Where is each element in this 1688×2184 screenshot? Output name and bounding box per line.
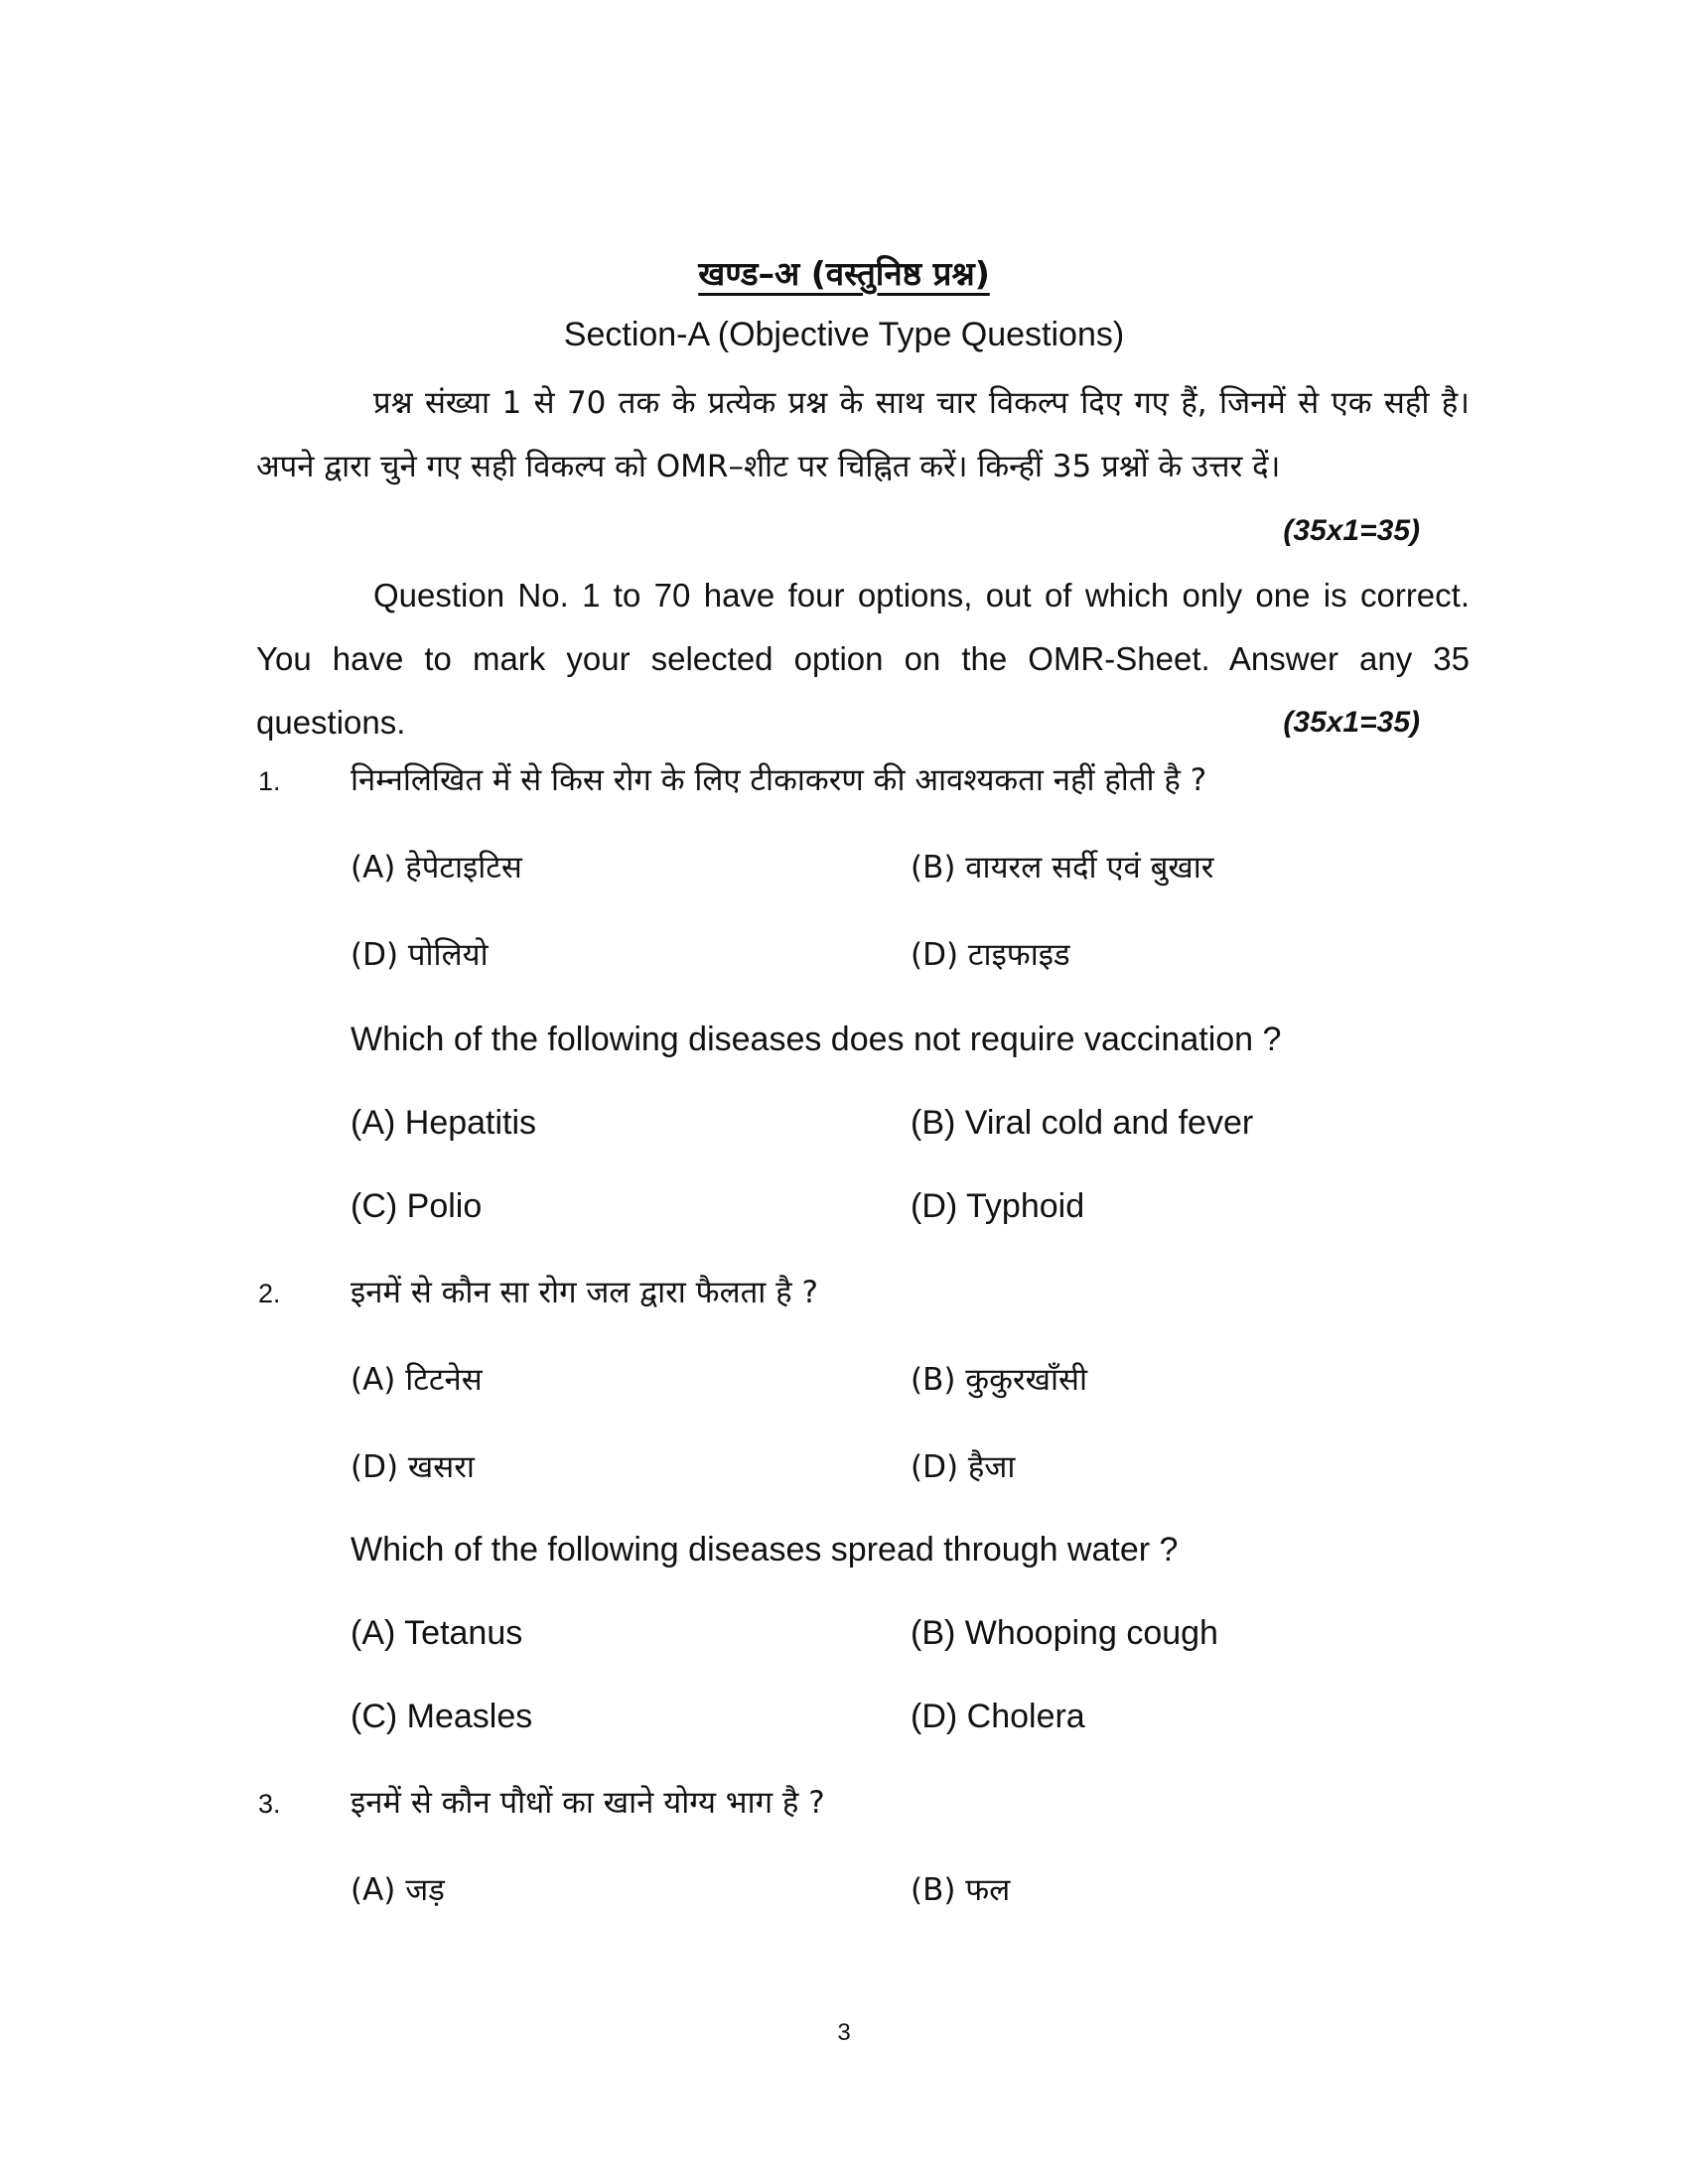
option-hindi: (A) हेपेटाइटिस (351, 850, 522, 886)
question-number: 2. (258, 1279, 281, 1308)
option-hindi: (A) जड़ (351, 1872, 445, 1908)
question-text-english: Which of the following diseases spread through water ? (351, 1531, 1179, 1569)
marks-hindi: (35x1=35) (1283, 514, 1420, 547)
option-hindi: (B) वायरल सर्दी एवं बुखार (911, 850, 1214, 886)
question-text-english: Which of the following diseases does not require vaccination ? (351, 1021, 1282, 1058)
option-hindi: (B) फल (911, 1872, 1011, 1908)
option-english: (D) Typhoid (911, 1187, 1085, 1225)
option-hindi: (D) टाइफाइड (911, 937, 1070, 973)
marks-english: (35x1=35) (1283, 706, 1420, 739)
instructions-hindi: प्रश्न संख्या 1 से 70 तक के प्रत्येक प्रश्न के साथ चार विकल्प दिए गए हैं, जिनमें से एक सही है। अपने द्वारा चुने गए सही विकल्प को OMR–शीट पर चिह्नित करें। किन्हीं 35 प्रश्नों के उत्तर दें। (256, 385, 1470, 484)
section-title-hindi: खण्ड–अ (वस्तुनिष्ठ प्रश्न) (698, 254, 990, 293)
option-hindi: (D) हैजा (911, 1449, 1016, 1485)
question-text-hindi: निम्नलिखित में से किस रोग के लिए टीकाकरण की आवश्यकता नहीं होती है ? (351, 762, 1207, 798)
instructions-english: Question No. 1 to 70 have four options, out of which only one is correct. You have to mark your selected option on the OMR-Sheet. Answer any 35 questions. (256, 577, 1470, 741)
section-title-english: Section-A (Objective Type Questions) (563, 316, 1125, 353)
question-text-hindi: इनमें से कौन सा रोग जल द्वारा फैलता है ? (351, 1275, 818, 1310)
option-english: (B) Whooping cough (911, 1614, 1218, 1652)
option-hindi: (D) खसरा (351, 1449, 475, 1485)
option-english: (A) Tetanus (351, 1614, 523, 1652)
question-number: 3. (258, 1789, 281, 1819)
option-hindi: (A) टिटनेस (351, 1362, 483, 1398)
option-english: (D) Cholera (911, 1698, 1085, 1735)
option-hindi: (B) कुकुरखाँसी (911, 1362, 1087, 1398)
question-number: 1. (258, 766, 281, 796)
option-english: (A) Hepatitis (351, 1104, 537, 1142)
question-text-hindi: इनमें से कौन पौधों का खाने योग्य भाग है ? (351, 1785, 825, 1821)
option-hindi: (D) पोलियो (351, 937, 489, 973)
option-english: (C) Measles (351, 1698, 533, 1735)
option-english: (C) Polio (351, 1187, 483, 1225)
option-english: (B) Viral cold and fever (911, 1104, 1254, 1142)
page-number: 3 (837, 2019, 851, 2046)
